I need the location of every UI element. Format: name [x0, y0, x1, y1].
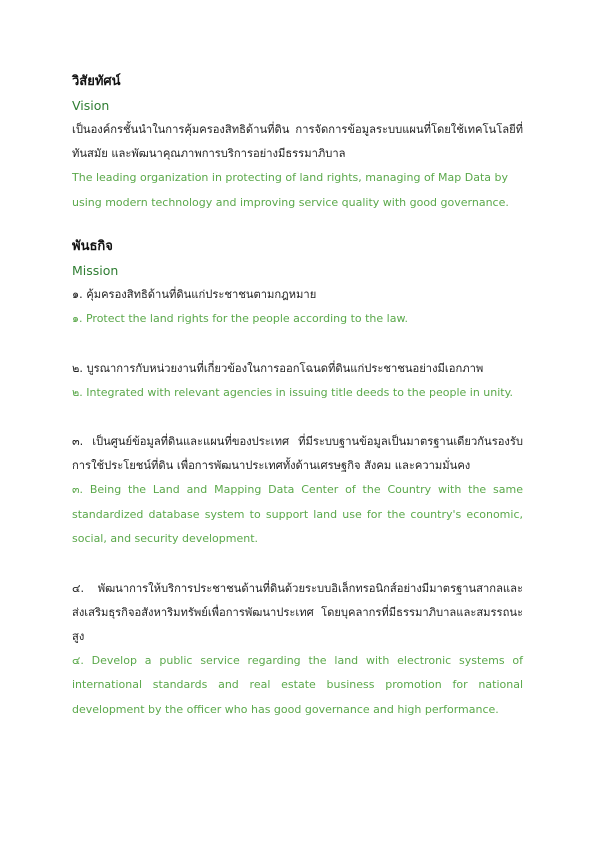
mission-item-4-text-th: ๔. พัฒนาการให้บริการประชาชนด้านที่ดินด้วยระบบอิเล็กทรอนิกส์อย่างมีมาตรฐานสากลและส่งเสริมธุรกิจอสังหาริมทรัพย์เพื่อการพัฒนาประเทศ โดยบุคลากรที่มีธรรมาภิบาลและสมรรถนะสูง: [72, 581, 523, 643]
mission-item-1-text-en: ๑. Protect the land rights for the people according to the law.: [72, 312, 408, 325]
vision-section: [72, 72, 523, 215]
mission-item-2-text-th: ๒. บูรณาการกับหน่วยงานที่เกี่ยวข้องในการออกโฉนดที่ดินแก่ประชาชนอย่างมีเอกภาพ: [72, 361, 484, 375]
mission-item-3-text-th: ๓. เป็นศูนย์ข้อมูลที่ดินและแผนที่ของประเทศ ที่มีระบบฐานข้อมูลเป็นมาตรฐานเดียวกันรองรับการใช้ประโยชน์ที่ดิน เพื่อการพัฒนาประเทศทั้งด้านเศรษฐกิจ สังคม และความมั่นคง: [72, 435, 523, 472]
mission-heading-th: พันธกิจ: [72, 239, 113, 254]
vision-text-en: The leading organization in protecting of land rights, managing of Map Data by using modern technology and improving service quality with good governance.: [72, 171, 509, 209]
mission-item-3: [72, 430, 523, 552]
mission-item-1-text-th: ๑. คุ้มครองสิทธิด้านที่ดินแก่ประชาชนตามกฎหมาย: [72, 288, 317, 301]
mission-section: [72, 237, 523, 722]
mission-item-4: [72, 577, 523, 723]
mission-item-2-text-en: ๒. Integrated with relevant agencies in issuing title deeds to the people in unity.: [72, 385, 514, 399]
mission-heading-en: Mission: [72, 263, 119, 278]
mission-item-2: [72, 357, 523, 406]
vision-heading-en: Vision: [72, 98, 110, 113]
mission-item-3-text-en: ๓. Being the Land and Mapping Data Center of the Country with the same standardized database system to support land use for the country's economic, social, and security development.: [72, 483, 523, 545]
vision-text-th: เป็นองค์กรชั้นนำในการคุ้มครองสิทธิด้านที่ดิน การจัดการข้อมูลระบบแผนที่โดยใช้เทคโนโลยีที่ทันสมัย และพัฒนาคุณภาพการบริการอย่างมีธรรมาภิบาล: [72, 123, 523, 160]
vision-heading-th: วิสัยทัศน์: [72, 74, 121, 89]
mission-item-4-text-en: ๔. Develop a public service regarding the land with electronic systems of international standards and real estate business promotion for national development by the officer who has good governance and high performance.: [72, 653, 523, 716]
mission-item-1: [72, 283, 523, 332]
